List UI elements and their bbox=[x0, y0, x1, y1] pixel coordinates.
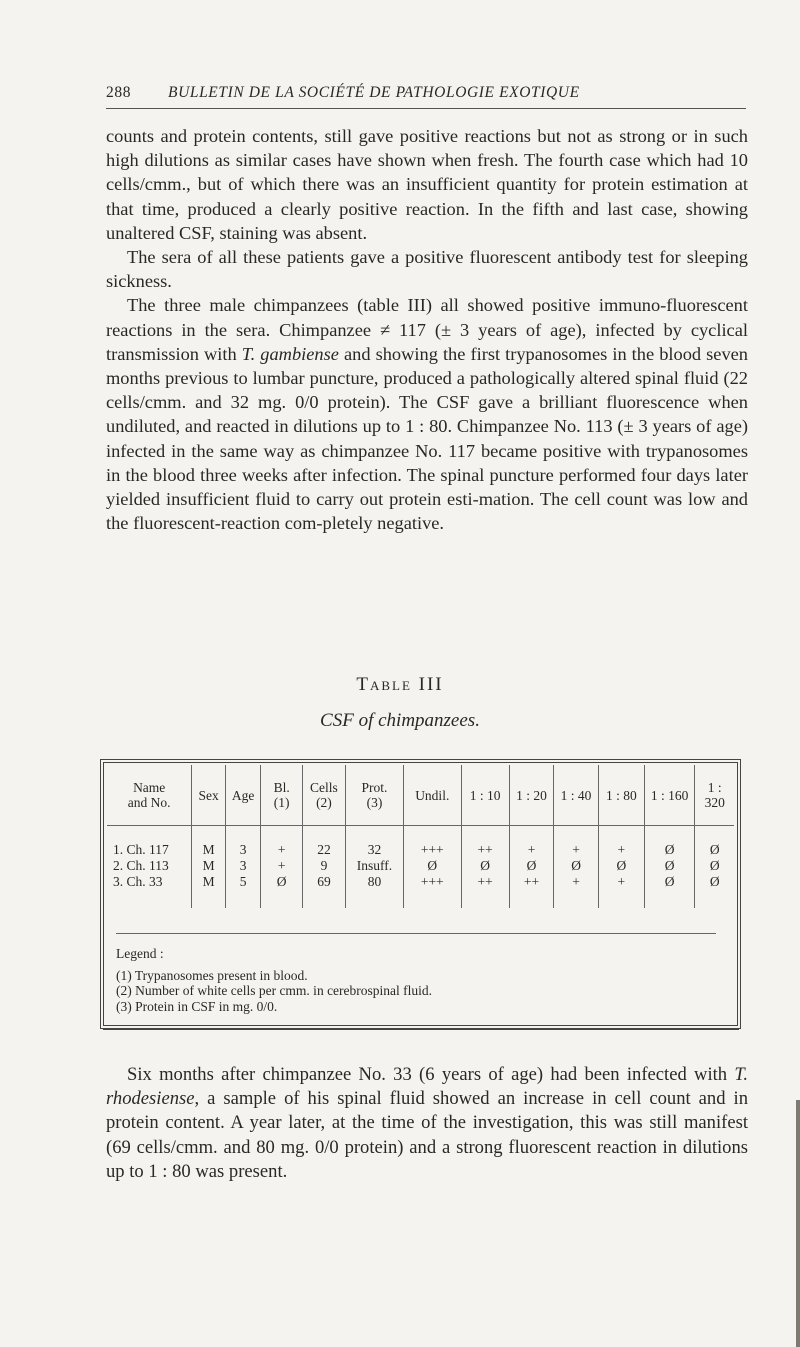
table-cell: Ø bbox=[509, 858, 554, 874]
table-cell: + bbox=[261, 842, 302, 858]
spacer-cell bbox=[644, 826, 695, 843]
spacer-cell bbox=[509, 890, 554, 908]
table-legend bbox=[116, 933, 716, 1014]
table-cell: 3 bbox=[225, 858, 261, 874]
spacer-cell bbox=[225, 826, 261, 843]
spacer-cell bbox=[192, 826, 226, 843]
column-header: 1 : 160 bbox=[644, 765, 695, 826]
spacer-cell bbox=[225, 890, 261, 908]
table-cell: 3 bbox=[225, 842, 261, 858]
table-cell: + bbox=[509, 842, 554, 858]
table-row bbox=[107, 842, 734, 858]
table-cell: Ø bbox=[554, 858, 598, 874]
column-header: Undil. bbox=[403, 765, 461, 826]
table-cell: 9 bbox=[302, 858, 345, 874]
spacer-cell bbox=[554, 890, 598, 908]
table-cell: M bbox=[192, 858, 226, 874]
table-cell: + bbox=[554, 842, 598, 858]
column-header: Cells (2) bbox=[302, 765, 345, 826]
spacer-cell bbox=[261, 826, 302, 843]
spacer-cell bbox=[302, 890, 345, 908]
spacer-cell bbox=[509, 826, 554, 843]
header-rule bbox=[106, 108, 746, 109]
table-cell: Ø bbox=[644, 858, 695, 874]
table-caption: CSF of chimpanzees. bbox=[320, 710, 480, 731]
table-frame bbox=[103, 762, 738, 1026]
table-cell: Ø bbox=[709, 858, 720, 873]
page-number: 288 bbox=[106, 84, 132, 101]
paragraph-4 bbox=[106, 1063, 748, 1184]
table-cell: Ø bbox=[598, 858, 644, 874]
column-header: 1 : 10 bbox=[461, 765, 509, 826]
species-name-gambiense: T. gambiense bbox=[241, 343, 339, 364]
table-cell: M bbox=[192, 842, 226, 858]
body-text-2 bbox=[106, 1063, 748, 1184]
paragraph-3-part-b: and showing the first trypanosomes in the blood seven months previous to lumbar puncture, produced a pathologically altered spinal fluid (22 cells/cmm. and 32 mg. 0/0 protein). The CSF gave a brilliant fluorescence when undiluted, and reacted in dilutions up to 1 : 80. Chimpanzee No. 113 (± 3 years of age) infected in the same way as chimpanzee No. 117 became positive with trypanosomes in the blood three weeks after infection. The spinal puncture performed four days later yielded insufficient fluid to carry out protein esti-mation. The cell count was low and the fluorescent-reaction com-pletely negative. bbox=[106, 343, 748, 534]
table-cell: 32 bbox=[346, 842, 404, 858]
legend-item: (3) Protein in CSF in mg. 0/0. bbox=[116, 998, 278, 1014]
spacer-cell bbox=[302, 826, 345, 843]
table-cell: +++ bbox=[403, 842, 461, 858]
table-cell: ++ bbox=[461, 874, 509, 890]
legend-item: (2) Number of white cells per cmm. in cerebrospinal fluid. bbox=[116, 983, 433, 998]
spacer-cell bbox=[346, 890, 404, 908]
legend-title: Legend : bbox=[116, 946, 164, 961]
animal-name-cell: 1. Ch. 117 bbox=[107, 842, 192, 858]
running-head: BULLETIN DE LA SOCIÉTÉ DE PATHOLOGIE EXOTIQUE bbox=[168, 84, 580, 101]
table-cell: Ø bbox=[709, 874, 720, 889]
paragraph-2: The sera of all these patients gave a positive fluorescent antibody test for sleeping sickness. bbox=[106, 247, 748, 292]
table-cell: Insuff. bbox=[346, 858, 404, 874]
spacer-cell bbox=[695, 890, 734, 908]
spacer-cell bbox=[554, 826, 598, 843]
table-cell: M bbox=[192, 874, 226, 890]
table-header-row bbox=[107, 765, 734, 826]
spacer-cell bbox=[192, 890, 226, 908]
spacer-cell bbox=[644, 890, 695, 908]
species-name-rhodesiense: T. rhodesiense bbox=[106, 1064, 748, 1110]
paragraph-3-part-a: The three male chimpanzees (table III) all showed positive immuno-fluorescent reactions in the sera. Chimpanzee ≠ 117 (± 3 years of age), infected by cyclical transmission with bbox=[106, 295, 748, 364]
paragraph-4-part-a: Six months after chimpanzee No. 33 (6 years of age) had been infected with bbox=[127, 1064, 735, 1085]
paragraph-1: counts and protein contents, still gave positive reactions but not as strong or in such high dilutions as similar cases have shown when fresh. The fourth case which had 10 cells/cmm., but of which there was an insufficient quantity for protein estimation at that time, produced a clearly positive reaction. In the fifth and last case, showing unaltered CSF, staining was absent. bbox=[106, 126, 748, 243]
spacer-row bbox=[107, 890, 734, 908]
table-cell: ++ bbox=[509, 874, 554, 890]
table-row bbox=[107, 874, 734, 890]
spacer-cell bbox=[107, 890, 192, 908]
table-cell: Ø bbox=[403, 858, 461, 874]
page-header bbox=[106, 80, 746, 106]
column-header: Sex bbox=[192, 765, 226, 826]
spacer-cell bbox=[403, 826, 461, 843]
paragraph-4-part-b: , a sample of his spinal fluid showed an increase in cell count and in protein content. A year later, at the time of the investigation, this was still manifest (69 cells/cmm. and 80 mg. 0/0 protein) and a strong fluorescent reaction in dilutions up to 1 : 80 was present. bbox=[106, 1088, 748, 1182]
animal-name-cell: 2. Ch. 113 bbox=[107, 858, 192, 874]
column-header: 1 : 320 bbox=[695, 765, 734, 826]
csf-table bbox=[107, 765, 734, 908]
table-cell: + bbox=[554, 874, 598, 890]
table-cell: 80 bbox=[346, 874, 404, 890]
column-header: Prot. (3) bbox=[346, 765, 404, 826]
table-cell: Ø bbox=[709, 842, 720, 857]
spacer-cell bbox=[346, 826, 404, 843]
spacer-cell bbox=[261, 890, 302, 908]
body-text bbox=[106, 124, 748, 535]
legend-item: (1) Trypanosomes present in blood. bbox=[116, 967, 308, 983]
column-header: 1 : 20 bbox=[509, 765, 554, 826]
spacer-cell bbox=[107, 826, 192, 843]
table-cell: +++ bbox=[403, 874, 461, 890]
table-cell: Ø bbox=[644, 842, 695, 858]
table-cell: ++ bbox=[461, 842, 509, 858]
table-cell: 5 bbox=[225, 874, 261, 890]
spacer-cell bbox=[461, 826, 509, 843]
spacer-cell bbox=[598, 826, 644, 843]
spacer-cell bbox=[695, 826, 734, 843]
scan-edge bbox=[796, 1100, 800, 1347]
table-cell: Ø bbox=[461, 858, 509, 874]
column-header: Age bbox=[225, 765, 261, 826]
table-cell: + bbox=[261, 858, 302, 874]
spacer-row bbox=[107, 826, 734, 843]
column-header: 1 : 40 bbox=[554, 765, 598, 826]
column-header: Name and No. bbox=[107, 765, 192, 826]
paragraph-3 bbox=[106, 293, 748, 535]
table-cell: + bbox=[598, 874, 644, 890]
table-label: Table III bbox=[356, 674, 444, 695]
spacer-cell bbox=[403, 890, 461, 908]
table-cell: Ø bbox=[644, 874, 695, 890]
animal-name-cell: 3. Ch. 33 bbox=[107, 874, 192, 890]
table-bottom-rule bbox=[103, 1028, 739, 1030]
table-cell: + bbox=[598, 842, 644, 858]
table-cell: 22 bbox=[302, 842, 345, 858]
table-row bbox=[107, 858, 734, 874]
column-header: 1 : 80 bbox=[598, 765, 644, 826]
table-cell: 69 bbox=[302, 874, 345, 890]
spacer-cell bbox=[598, 890, 644, 908]
spacer-cell bbox=[461, 890, 509, 908]
table-cell: Ø bbox=[261, 874, 302, 890]
column-header: Bl. (1) bbox=[261, 765, 302, 826]
